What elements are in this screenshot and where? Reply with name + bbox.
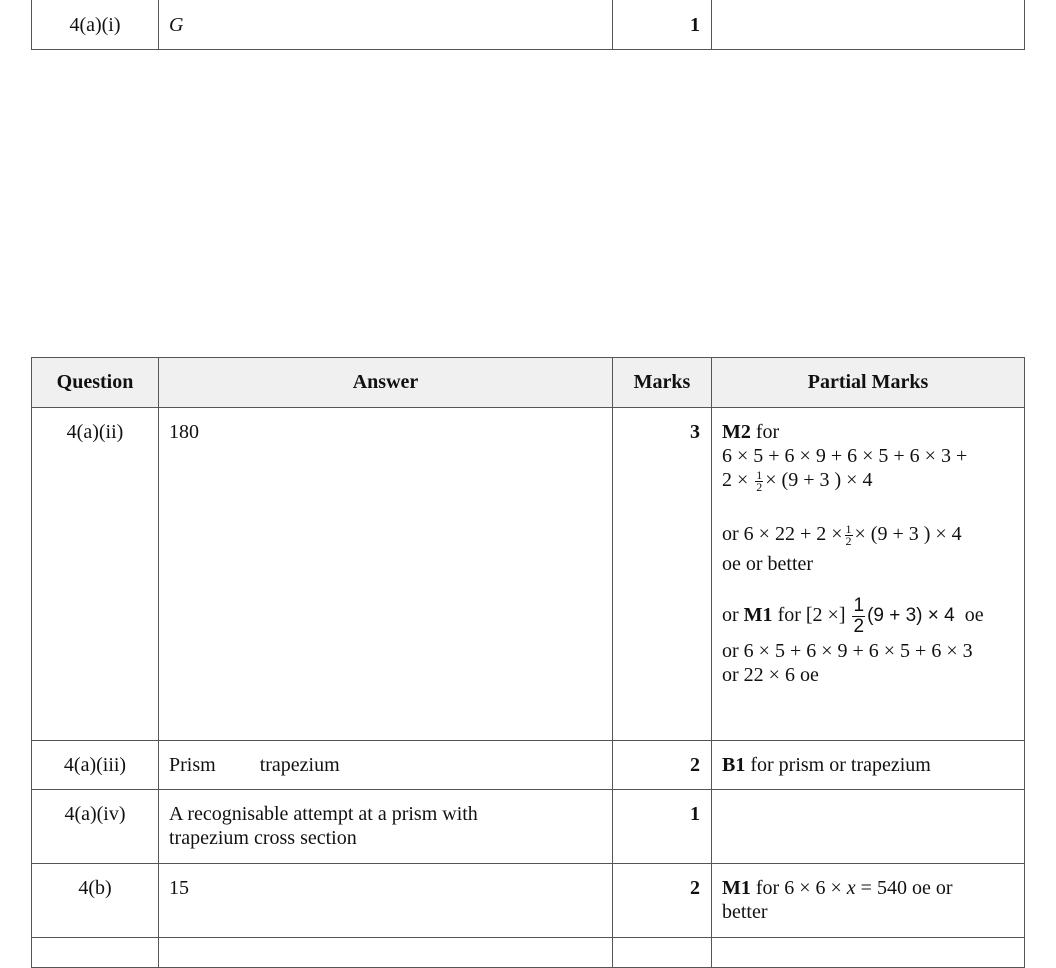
m1-line: [722, 596, 1014, 637]
answer-trapezium: trapezium: [259, 754, 340, 776]
m1-line: [722, 876, 1014, 900]
header-marks: Marks: [613, 358, 712, 408]
m2-label: M2: [722, 421, 751, 443]
table-row: [32, 408, 1025, 741]
answer-cell: 15: [159, 864, 613, 938]
header-question: Question: [32, 358, 159, 408]
marks-cell: 3: [613, 408, 712, 741]
partial-marks-cell: [712, 408, 1025, 741]
expr-part: (9 + 3) × 4: [867, 604, 955, 626]
header-row: [32, 358, 1025, 408]
marks-cell: 1: [613, 0, 712, 50]
m1-line-cont: better: [722, 901, 768, 923]
question-cell: 4(a)(iv): [32, 790, 159, 864]
mark-scheme-table: [31, 357, 1025, 968]
half-fraction-large: [852, 596, 865, 637]
alt-expression-line: [722, 522, 1014, 547]
m1-text: for 6 × 6 ×: [750, 877, 847, 899]
m1-alt-line2: or 22 × 6 oe: [722, 663, 819, 686]
marks-cell: 2: [613, 741, 712, 790]
mark-scheme-table-top: [31, 0, 1025, 50]
answer-line: trapezium cross section: [169, 827, 357, 849]
half-fraction: [755, 467, 763, 494]
table-row: [32, 0, 1025, 50]
fraction-denominator: 2: [845, 533, 852, 548]
m2-for: for: [750, 421, 780, 443]
partial-marks-cell: [712, 741, 1025, 790]
answer-cell: [159, 741, 613, 790]
expr-part: × (9 + 3 ) × 4: [854, 522, 962, 545]
oe-better-line: oe or better: [722, 552, 814, 575]
expr-part: 2 ×: [722, 469, 749, 491]
m1-label: M1: [743, 603, 773, 626]
expr-part: or: [722, 603, 744, 626]
question-cell: 4(a)(i): [32, 0, 159, 50]
half-fraction: [845, 521, 853, 548]
variable-x: x: [846, 877, 856, 899]
m1-alt-line1: or 6 × 5 + 6 × 9 + 6 × 5 + 6 × 3: [722, 639, 973, 662]
fraction-numerator: 1: [845, 521, 852, 536]
answer-line: A recognisable attempt at a prism with: [169, 803, 478, 825]
partial-marks-cell: [712, 938, 1025, 968]
question-cell: 4(b): [32, 864, 159, 938]
partial-marks-cell: [712, 0, 1025, 50]
m1-label: M1: [722, 877, 751, 899]
expr-part: oe: [964, 603, 984, 626]
table-row: [32, 938, 1025, 968]
expr-part: × (9 + 3 ) × 4: [765, 469, 873, 491]
question-cell: 4(a)(iii): [32, 741, 159, 790]
partial-marks-cell: [712, 790, 1025, 864]
table-row: [32, 790, 1025, 864]
marks-cell: 1: [613, 790, 712, 864]
expr-part: for [2 ×]: [772, 603, 846, 626]
m1-text: = 540 oe or: [855, 877, 953, 899]
question-cell: 4(a)(ii): [32, 408, 159, 741]
fraction-denominator: 2: [853, 615, 865, 637]
m2-line: [722, 420, 1014, 444]
question-cell: [32, 938, 159, 968]
expr-part: or 6 × 22 + 2 ×: [722, 522, 843, 545]
m2-expression-line2: [722, 468, 1014, 493]
m2-expression-line1: 6 × 5 + 6 × 9 + 6 × 5 + 6 × 3 +: [722, 445, 968, 467]
answer-cell: G: [159, 0, 613, 50]
marks-cell: [613, 938, 712, 968]
fraction-denominator: 2: [756, 479, 763, 494]
b1-text: for prism or trapezium: [745, 754, 931, 776]
table-row: [32, 864, 1025, 938]
header-partial-marks: Partial Marks: [712, 358, 1025, 408]
answer-cell: [159, 790, 613, 864]
table-row: [32, 741, 1025, 790]
answer-cell: [159, 938, 613, 968]
partial-marks-cell: [712, 864, 1025, 938]
marks-cell: 2: [613, 864, 712, 938]
fraction-numerator: 1: [853, 594, 865, 616]
fraction-numerator: 1: [756, 467, 763, 482]
header-answer: Answer: [159, 358, 613, 408]
answer-prism: Prism: [169, 754, 216, 776]
b1-label: B1: [722, 754, 746, 776]
answer-cell: 180: [159, 408, 613, 741]
